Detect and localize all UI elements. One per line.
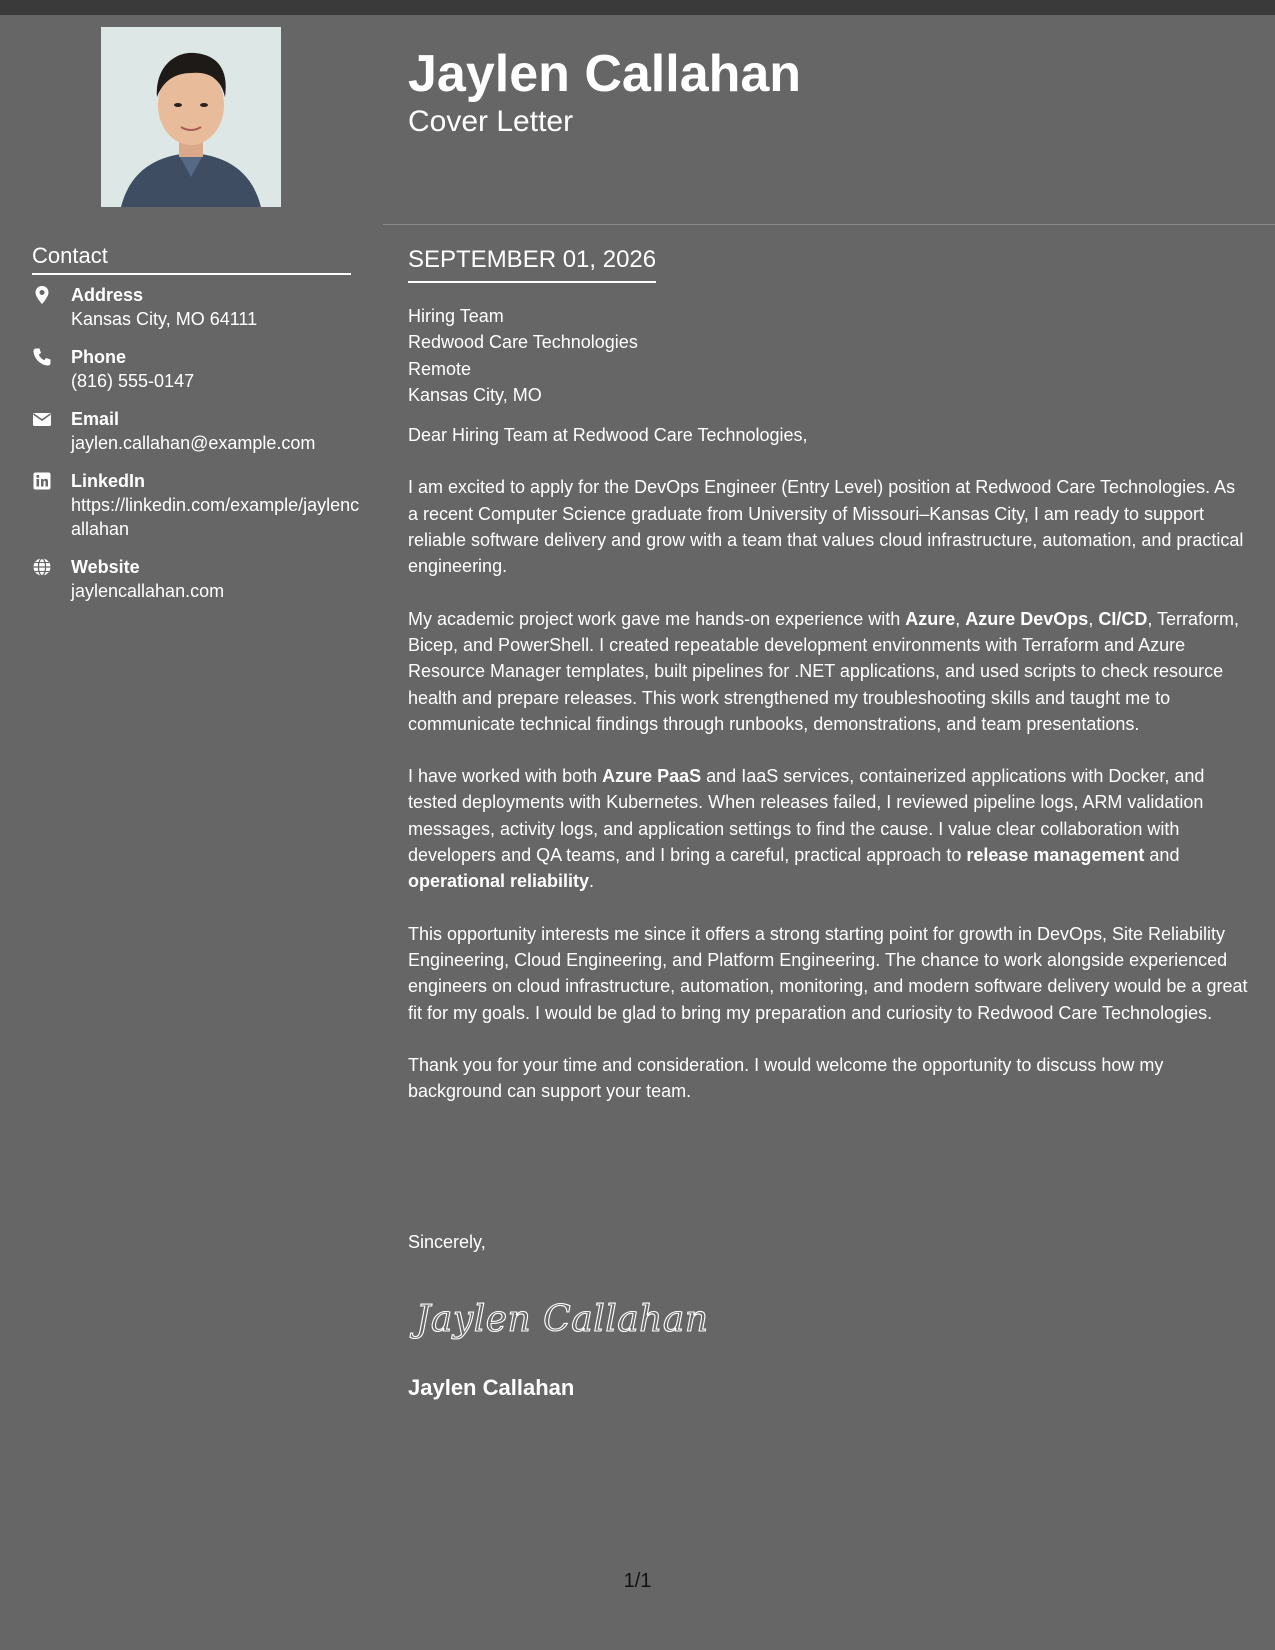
contact-link[interactable]: jaylencallahan.com <box>71 581 225 601</box>
paragraph-text: and IaaS services, containerized applications with Docker, and tested deployments with Kubernetes. When releases failed, I reviewed pipeline logs, ARM validation messages, activity logs, and application settings to find the cause. I value clear collaboration with developers and QA teams, and I bring a careful, practical approach to <box>408 766 1205 866</box>
contact-label: LinkedIn <box>71 471 146 491</box>
paragraph-text: Thank you for your time and consideration. I would welcome the opportunity to discuss how my background can support your team. <box>408 1054 1164 1102</box>
envelope-icon <box>32 409 52 429</box>
contact-label: Website <box>71 557 140 577</box>
contact-value: Kansas City, MO 64111 <box>71 309 258 329</box>
contact-email <box>32 407 362 455</box>
salutation: Dear Hiring Team at Redwood Care Technologies, <box>408 425 808 446</box>
recipient-line: Hiring Team <box>408 306 504 326</box>
closing: Sincerely, <box>408 1232 486 1252</box>
contact-phone <box>32 345 362 393</box>
paragraph-text: and <box>1144 845 1180 866</box>
signer-name: Jaylen Callahan <box>408 1375 575 1400</box>
contact-heading: Contact <box>32 241 351 275</box>
contact-label: Address <box>71 285 144 305</box>
letter-paragraph <box>408 474 1248 579</box>
letter-paragraph <box>408 763 1248 894</box>
contact-value: jaylen.callahan@example.com <box>71 433 316 453</box>
contact-value: (816) 555-0147 <box>71 371 195 391</box>
recipient-line: Remote <box>408 358 472 379</box>
recipient-line: Redwood Care Technologies <box>408 332 638 353</box>
emphasis-text: Azure PaaS <box>602 766 702 787</box>
paragraph-text: I am excited to apply for the DevOps Engineer (Entry Level) position at Redwood Care Technologies. As a recent Computer Science graduate from University of Missouri–Kansas City, I am ready to support reliable software delivery and grow with a team that values cloud infrastructure, automation, and practical engineering. <box>408 477 1244 577</box>
emphasis-text: Azure <box>905 608 956 629</box>
emphasis-text: Azure DevOps <box>965 608 1089 629</box>
letter-paragraphs <box>408 474 1248 1104</box>
recipient-block <box>408 303 1248 408</box>
contact-label: Phone <box>71 347 127 367</box>
globe-icon <box>32 557 52 577</box>
emphasis-text: operational reliability <box>408 871 590 892</box>
page-number: 1/1 <box>623 1570 652 1592</box>
contact-linkedin <box>32 469 362 541</box>
letter-date: SEPTEMBER 01, 2026 <box>408 245 656 283</box>
cover-letter-page <box>0 15 1275 1650</box>
recipient-line: Kansas City, MO <box>408 384 542 405</box>
emphasis-text: release management <box>966 845 1145 866</box>
paragraph-text: My academic project work gave me hands-on experience with <box>408 608 906 629</box>
document-subtitle: Cover Letter <box>408 105 574 138</box>
paragraph-text: , <box>1088 608 1099 629</box>
handwritten-signature <box>412 1283 709 1353</box>
letter-paragraph <box>408 921 1248 1026</box>
paragraph-text: This opportunity interests me since it offers a strong starting point for growth in DevOps, Site Reliability Engineering, Cloud Engineering, and Platform Engineering. The chance to work alongside experienced engineers on cloud infrastructure, automation, monitoring, and modern software delivery would be a great fit for my goals. I would be glad to bring my preparation and curiosity to Redwood Care Technologies. <box>408 923 1248 1023</box>
map-pin-icon <box>32 285 52 305</box>
avatar <box>101 27 281 207</box>
letter-body <box>408 303 1248 1130</box>
contact-link[interactable]: https://linkedin.com/example/jaylencallahan <box>71 495 360 539</box>
contact-website <box>32 555 362 603</box>
contact-label: Email <box>71 409 120 429</box>
paragraph-text: , <box>955 608 966 629</box>
contact-list <box>32 283 362 617</box>
viewer-top-bar <box>0 0 1275 15</box>
phone-icon <box>32 347 52 367</box>
letter-paragraph <box>408 606 1248 737</box>
contact-address <box>32 283 362 331</box>
paragraph-text: , Terraform, Bicep, and PowerShell. I created repeatable development environments with Terraform and Azure Resource Manager templates, built pipelines for .NET applications, and used scripts to check resource health and prepare releases. This work strengthened my troubleshooting skills and taught me to communicate technical findings through runbooks, demonstrations, and team presentations. <box>408 608 1240 734</box>
paragraph-text: I have worked with both <box>408 766 603 787</box>
emphasis-text: CI/CD <box>1098 608 1148 629</box>
header-divider <box>383 224 1275 225</box>
paragraph-text: . <box>589 871 595 892</box>
applicant-name: Jaylen Callahan <box>408 45 802 103</box>
letter-paragraph <box>408 1052 1248 1105</box>
signature-glyphs: Jaylen Callahan <box>416 1299 709 1340</box>
linkedin-icon <box>32 471 52 491</box>
